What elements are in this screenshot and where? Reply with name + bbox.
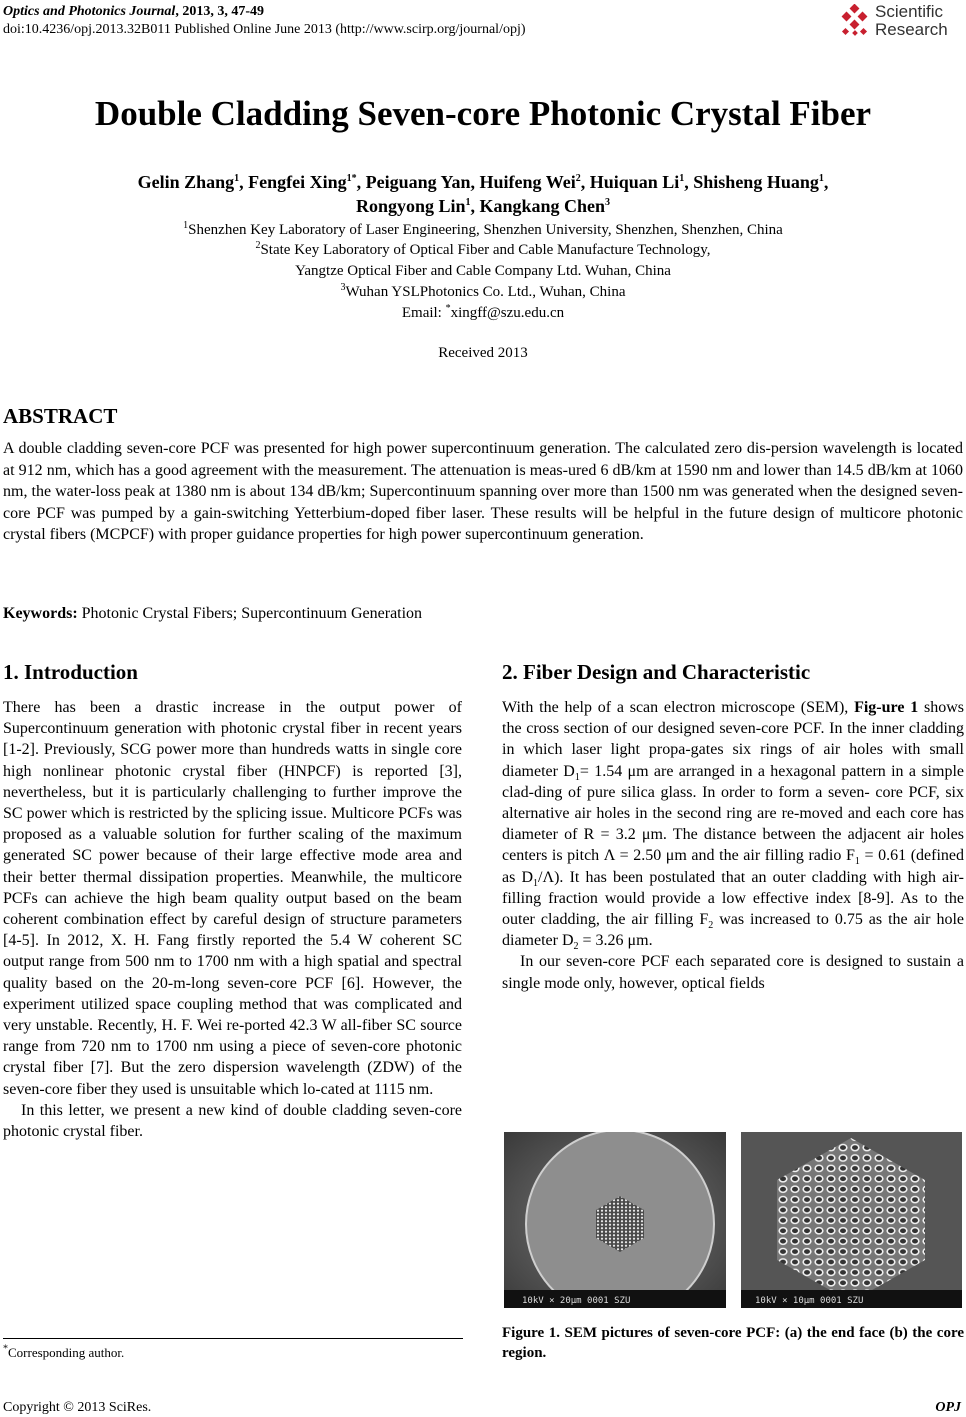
author-separator: , [684, 172, 694, 192]
author-affiliation-mark: 1 [679, 173, 685, 184]
journal-volume: , 2013, 3, 47-49 [175, 4, 264, 19]
author-name: Huiquan Li [589, 172, 680, 192]
section-1-heading: 1. Introduction [3, 660, 138, 684]
author-affiliation-mark: 1 [818, 173, 824, 184]
received-date: Received 2013 [438, 345, 528, 361]
journal-abbreviation: OPJ [935, 1400, 961, 1415]
author-affiliation-mark: 3 [605, 197, 611, 208]
author-affiliation-mark: 1 [234, 173, 240, 184]
section-2-paragraph-2: In our seven-core PCF each separated core is designed to sustain a single mode only, however, optical fields [502, 953, 964, 992]
affiliation-2: $^2$State Key Laboratory of Optical Fiber and Cable Manufacture Technology, [255, 240, 711, 258]
keywords-label: Keywords: [3, 605, 78, 622]
logo-text: Scientific Research [875, 2, 948, 39]
sem-image-core-region [741, 1132, 962, 1308]
author-separator: , [823, 172, 829, 192]
paper-title: Double Cladding Seven-core Photonic Crystal Fiber [94, 94, 872, 133]
affiliation-3: $^3$Wuhan YSLPhotonics Co. Ltd., Wuhan, China [340, 282, 626, 300]
publisher-logo [837, 2, 962, 42]
section-2-heading: 2. Fiber Design and Characteristic [502, 660, 811, 684]
sem-databar-left: 10kV × 20μm 0001 SZU [522, 1296, 631, 1306]
email-link[interactable]: xingff@szu.edu.cn [450, 305, 565, 321]
abstract-text: A double cladding seven-core PCF was presented for high power supercontinuum generation. The calculated zero dis-persion wavelength is located at 912 nm, which has a good agreement with the measurement. The attenuation is meas-ured 6 dB/km at 1590 nm and lower than 14.5 dB/km at 1060 nm, the water-loss peak at 1380 nm is about 134 dB/km; Supercontinuum spanning over more than 1500 nm was generated when the designed seven-core PCF was pumped by a gain-switching Yetterbium-doped fiber laser. These results will be helpful in the future design of multicore photonic crystal fibers (MCPCF) with proper guidance properties for high power supercontinuum generation. [3, 440, 963, 544]
sem-databar-right: 10kV × 10μm 0001 SZU [755, 1296, 864, 1306]
fiber-core-region-graphic [741, 1132, 962, 1308]
copyright-line: Copyright © 2013 SciRes. [3, 1400, 152, 1415]
author-name: Shisheng Huang [693, 172, 819, 192]
author-separator: , [470, 196, 480, 216]
keywords-text: Photonic Crystal Fibers; Supercontinuum Generation [77, 605, 423, 622]
keywords [3, 604, 422, 624]
section-1-paragraph-2: In this letter, we present a new kind of double cladding seven-core photonic crystal fiber. [3, 1101, 462, 1141]
author-name: Fengfei Xing [248, 172, 347, 192]
journal-citation [3, 3, 264, 20]
footnote-rule [3, 1338, 463, 1339]
author-list [30, 170, 936, 218]
section-2-body [502, 697, 964, 994]
doi-line: doi:10.4236/opj.2013.32B011 Published Online June 2013 (http://www.scirp.org/journal/opj) [3, 22, 526, 37]
author-name: Rongyong Lin [355, 196, 466, 216]
author-separator: , [356, 172, 366, 192]
sem-image-end-face [504, 1132, 726, 1308]
author-name: Peiguang Yan [365, 172, 471, 192]
section-1-body [3, 697, 462, 1142]
abstract-heading: ABSTRACT [3, 404, 118, 428]
author-separator: , [470, 172, 480, 192]
fiber-end-face-graphic [504, 1132, 726, 1308]
scientific-research-logo-icon [837, 4, 871, 38]
author-name: Huifeng Wei [479, 172, 576, 192]
figure-1-ref[interactable]: Fig-ure 1 [854, 699, 919, 716]
author-name: Kangkang Chen [479, 196, 606, 216]
section-1-paragraph-1: There has been a drastic increase in the output power of Supercontinuum generation with photonic crystal fiber in recent years [1-2]. Previously, SCG power more than hundreds watts in single core high nonlinear photonic crystal fiber (HNPCF) is reported [3], nevertheless, but it is particularly challenging to further improve the SC power which is restricted by the splicing issue. Multicore PCFs was proposed as a valuable solution for further scaling of the maximum generated SC power because of their large effective mode area and their better thermal dissipation properties. Meanwhile, the multicore PCFs can achieve the high beam quality output based on the beam coherent combination effect by careful design of structure parameters [4-5]. In 2012, X. H. Fang firstly reported the 5.4 W coherent SC output range from 500 nm to 1700 nm with a high spatial and spectral quality based on the 20-m-long seven-core PCF [6]. However, the experiment utilized space coupling method that was complicated and very unstable. Recently, H. F. Wei re-ported 42.3 W all-fiber SC source range from 720 nm to 1700 nm using a piece of seven-core photonic crystal fiber [7]. But the zero dispersion wavelength (ZDW) of the seven-core fiber they used is unsuitable which lo-cated at 1115 nm. [3, 699, 462, 1098]
author-affiliation-mark: 1 [465, 197, 471, 208]
author-affiliation-mark: 2 [575, 173, 581, 184]
author-separator: , [239, 172, 249, 192]
author-affiliation-mark: 1* [346, 173, 357, 184]
affiliation-2-line2: Yangtze Optical Fiber and Cable Company Ltd. Wuhan, China [295, 263, 671, 279]
figure-1-caption: Figure 1. SEM pictures of seven-core PCF: (a) the end face (b) the core region. [502, 1325, 964, 1361]
journal-name: Optics and Photonics Journal [3, 4, 176, 19]
author-name: Gelin Zhang [137, 172, 235, 192]
author-separator: , [580, 172, 590, 192]
affiliation-1: $^1$Shenzhen Key Laboratory of Laser Engineering, Shenzhen University, Shenzhen, Shenzhen, China [183, 220, 783, 238]
footnote: *Corresponding author. [3, 1343, 125, 1360]
contact-email: Email: *xingff@szu.edu.cn [401, 303, 565, 321]
section-2-paragraph-1: With the help of a scan electron microscope (SEM), Fig-ure 1 shows the cross section of our designed seven-core PCF. In the inner cladding in which laser light propa-gates six rings of air holes with small diameter $D_1= 1.54$ μm are arranged in a hexagonal pattern in a simple clad-ding of pure silica glass. In order to form a seven- core PCF, six alternative air holes in the second ring are re-moved and each core has diameter of R = 3.2 μm. The distance between the adjacent air holes centers is pitch Λ = 2.50 μm and the air filling radio $F_1 = 0.61$ (defined as $D_1/\Lambda$). It has been postulated that an outer cladding with high air-filling fraction would provide a low effective index [8-9]. As to the outer cladding, the air filling $F_2$ was increased to 0.75 as the air hole diameter $D_2 = 3.26$ μm. [502, 699, 965, 953]
